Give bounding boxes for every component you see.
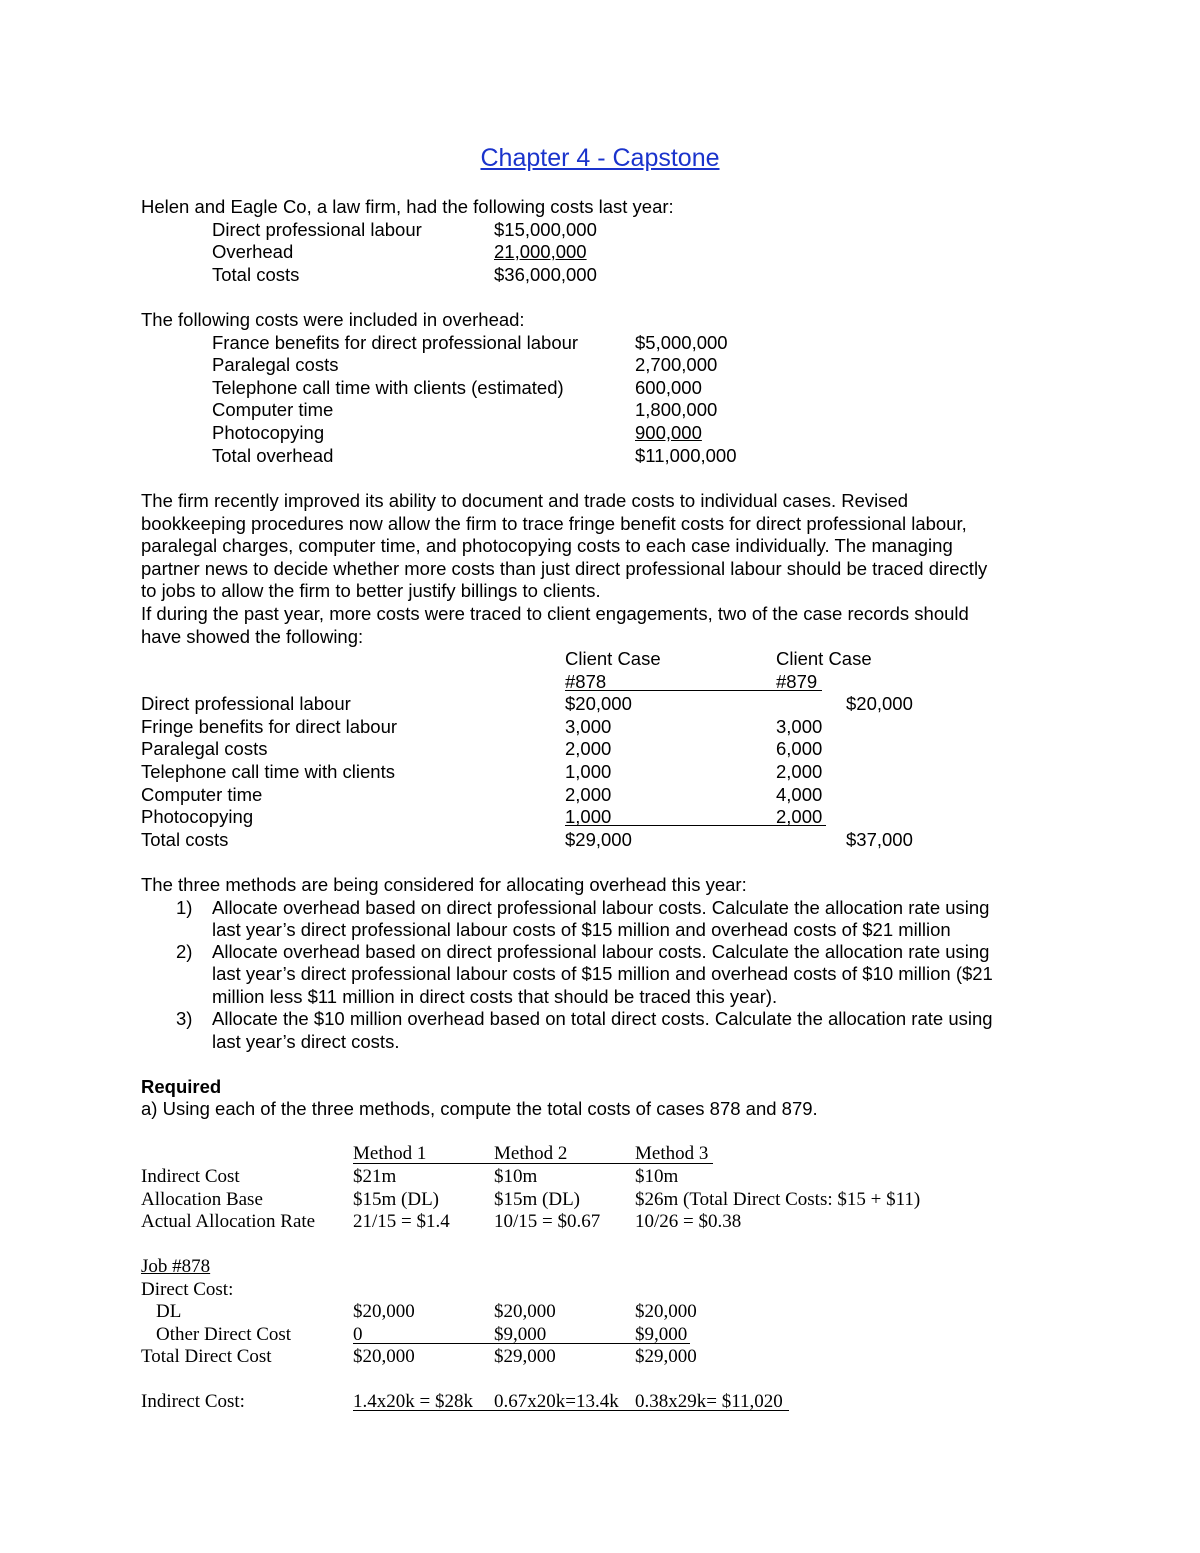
case-879-value: $37,000 [846,829,913,850]
case-row-label: Direct professional labour [141,693,351,714]
case-879-value: 2,000 [776,806,823,827]
overhead-label: Photocopying [212,422,325,443]
overhead-label: Telephone call time with clients (estimated) [212,377,564,398]
header-underline [565,690,822,691]
cost-label: Overhead [212,241,294,262]
paragraph-line: bookkeeping procedures now allow the firm to trace fringe benefit costs for direct professional labour, [141,513,967,534]
method-header: Method 3 [635,1143,709,1164]
subtotal-underline [565,825,826,826]
indirect-cost-label: Indirect Cost: [141,1391,245,1412]
paragraph-line: If during the past year, more costs were traced to client engagements, two of the case records should [141,603,969,624]
case-879-value: 6,000 [776,738,823,759]
cost-label: Direct professional labour [212,219,422,240]
overhead-label: Computer time [212,399,334,420]
rate-row-label: Actual Allocation Rate [141,1211,316,1232]
required-heading: Required [141,1076,222,1097]
case-878-value: 1,000 [565,806,612,827]
job-label: Job #878 [141,1256,211,1277]
other-direct-label: Other Direct Cost [156,1324,292,1345]
rate-m1: $15m (DL) [353,1189,440,1210]
method-line: last year’s direct professional labour costs of $15 million and overhead costs of $21 million [212,919,951,940]
method-line: last year’s direct costs. [212,1031,400,1052]
overhead-value: 2,700,000 [635,354,718,375]
case-878-value: 2,000 [565,738,612,759]
case-878-value: 1,000 [565,761,612,782]
total-direct-m1: $20,000 [353,1346,415,1367]
method-line: Allocate the $10 million overhead based on total direct costs. Calculate the allocation rate using [212,1008,993,1029]
case-row-label: Photocopying [141,806,254,827]
rate-m3: 10/26 = $0.38 [635,1211,742,1232]
case-879-value: 4,000 [776,784,823,805]
overhead-label: France benefits for direct professional labour [212,332,579,353]
paragraph-line: The firm recently improved its ability to document and trade costs to individual cases. Revised [141,490,909,511]
other-direct-m2: $9,000 [494,1324,547,1345]
total-direct-label: Total Direct Cost [141,1346,272,1367]
rate-row-label: Indirect Cost [141,1166,240,1187]
indirect-m1: 1.4x20k = $28k [353,1391,473,1412]
case-row-label: Computer time [141,784,263,805]
cost-value: $15,000,000 [494,219,597,240]
page-title: Chapter 4 - Capstone [480,144,720,172]
method-line: million less $11 million in direct costs that should be traced this year). [212,986,778,1007]
paragraph-line: to jobs to allow the firm to better justify billings to clients. [141,580,601,601]
case-879-value: $20,000 [846,693,913,714]
overhead-value: 600,000 [635,377,702,398]
dl-m2: $20,000 [494,1301,556,1322]
dl-label: DL [156,1301,182,1322]
case-878-header: Client Case [565,648,661,669]
paragraph-line: have showed the following: [141,626,364,647]
case-879-number: #879 [776,671,818,692]
rate-m2: 10/15 = $0.67 [494,1211,601,1232]
rate-m2: $15m (DL) [494,1189,581,1210]
method-line: Allocate overhead based on direct professional labour costs. Calculate the allocation rate using [212,941,990,962]
dl-m1: $20,000 [353,1301,415,1322]
case-878-value: 3,000 [565,716,612,737]
overhead-value: 1,800,000 [635,399,718,420]
rate-m1: 21/15 = $1.4 [353,1211,450,1232]
overhead-label: Total overhead [212,445,334,466]
case-row-label: Telephone call time with clients [141,761,395,782]
rate-m3: $10m [635,1166,679,1187]
method-number: 2) [176,941,193,962]
other-direct-m1: 0 [353,1324,363,1345]
case-879-value: 2,000 [776,761,823,782]
total-direct-m2: $29,000 [494,1346,556,1367]
direct-cost-label: Direct Cost: [141,1279,234,1300]
overhead-value: $11,000,000 [635,445,737,466]
case-879-value: 3,000 [776,716,823,737]
rate-row-label: Allocation Base [141,1189,263,1210]
case-row-label: Fringe benefits for direct labour [141,716,398,737]
case-879-header: Client Case [776,648,872,669]
case-row-label: Paralegal costs [141,738,268,759]
other-direct-m3: $9,000 [635,1324,688,1345]
method-line: last year’s direct professional labour costs of $15 million and overhead costs of $10 million ($21 [212,963,993,984]
indirect-underline [353,1410,789,1411]
method-header-underline [353,1163,713,1164]
overhead-value: $5,000,000 [635,332,728,353]
method-header: Method 1 [353,1143,427,1164]
total-direct-m3: $29,000 [635,1346,697,1367]
indirect-m2: 0.67x20k=13.4k [494,1391,619,1412]
method-number: 3) [176,1008,193,1029]
case-row-label: Total costs [141,829,229,850]
paragraph-line: paralegal charges, computer time, and photocopying costs to each case individually. The managing [141,535,953,556]
method-line: Allocate overhead based on direct professional labour costs. Calculate the allocation rate using [212,897,990,918]
method-header: Method 2 [494,1143,568,1164]
overhead-label: Paralegal costs [212,354,339,375]
intro-text: Helen and Eagle Co, a law firm, had the following costs last year: [141,196,674,217]
overhead-value: 900,000 [635,422,702,443]
case-878-value: 2,000 [565,784,612,805]
cost-label: Total costs [212,264,300,285]
case-878-value: $29,000 [565,829,632,850]
rate-m2: $10m [494,1166,538,1187]
cost-value: $36,000,000 [494,264,597,285]
case-878-number: #878 [565,671,607,692]
method-number: 1) [176,897,193,918]
methods-intro: The three methods are being considered for allocating overhead this year: [141,874,747,895]
rate-m3: $26m (Total Direct Costs: $15 + $11) [635,1189,921,1210]
direct-cost-underline [353,1343,690,1344]
required-question-a: a) Using each of the three methods, compute the total costs of cases 878 and 879. [141,1098,818,1119]
overhead-intro: The following costs were included in overhead: [141,309,525,330]
indirect-m3: 0.38x29k= $11,020 [635,1391,783,1412]
case-878-value: $20,000 [565,693,632,714]
cost-value: 21,000,000 [494,241,587,262]
dl-m3: $20,000 [635,1301,697,1322]
paragraph-line: partner news to decide whether more costs than just direct professional labour should be traced directly [141,558,988,579]
rate-m1: $21m [353,1166,397,1187]
